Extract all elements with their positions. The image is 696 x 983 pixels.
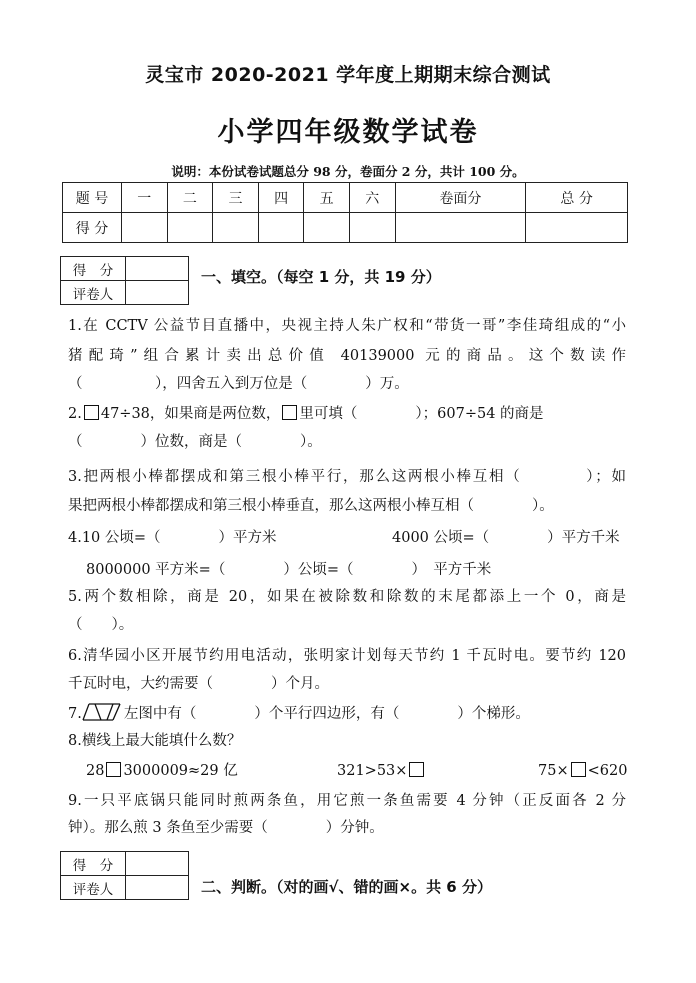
question-8a-prefix: 28 (86, 763, 105, 779)
score-cell (349, 213, 395, 243)
score-table (62, 182, 628, 243)
question-2-line-2: （ ）位数，商是（ ）。 (68, 434, 322, 450)
exam-note: 说明：本份试卷试题总分 98 分，卷面分 2 分，共计 100 分。 (171, 164, 525, 179)
score-cell (304, 213, 350, 243)
blank-square-icon (106, 762, 121, 777)
header-cell: 卷面分 (395, 183, 526, 213)
blank-square-icon (84, 405, 99, 420)
question-1-line-1: 1.在 CCTV 公益节目直播中，央视主持人朱广权和“带货一哥”李佳琦组成的“小 (68, 318, 626, 334)
grader-reviewer-label: 评卷人 (61, 876, 126, 900)
question-7-text: 左图中有（ ）个平行四边形，有（ ）个梯形。 (123, 706, 530, 722)
question-1-line-3: （ ），四舍五入到万位是（ ）万。 (68, 376, 409, 392)
question-8-part-a (86, 761, 238, 781)
question-8-part-c (538, 761, 627, 781)
header-cell: 五 (304, 183, 350, 213)
grader-reviewer-cell (126, 876, 189, 900)
question-1-line-2: 猪配琦”组合累计卖出总价值 40139000 元的商品。这个数读作 (68, 348, 626, 364)
question-2-number: 2. (68, 406, 82, 422)
question-3-line-1: 3.把两根小棒都摆成和第三根小棒平行，那么这两根小棒互相（ ）；如 (68, 469, 626, 485)
grader-score-cell (126, 852, 189, 876)
question-8b-text: 321>53× (337, 763, 408, 779)
grader-reviewer-cell (126, 281, 189, 305)
score-table-score-row (63, 213, 628, 243)
header-cell: 二 (167, 183, 213, 213)
question-2-line-1 (68, 404, 544, 424)
blank-square-icon (409, 762, 424, 777)
parallelogram-trapezoid-figure-icon (82, 703, 122, 721)
grader-score-cell (126, 257, 189, 281)
question-8c-text: <620 (587, 763, 628, 779)
header-cell: 四 (258, 183, 304, 213)
header-cell: 三 (213, 183, 259, 213)
score-table-header-row (63, 183, 628, 213)
question-7-line (68, 703, 530, 724)
score-cell (395, 213, 526, 243)
grader-score-label: 得 分 (61, 852, 126, 876)
question-9-line-1: 9.一只平底锅只能同时煎两条鱼，用它煎一条鱼需要 4 分钟（正反面各 2 分 (68, 793, 626, 809)
header-cell: 六 (349, 183, 395, 213)
question-4-part-b: 4000 公顷=（ ）平方千米 (392, 530, 620, 546)
question-8-part-b (337, 761, 426, 781)
question-8c-prefix: 75× (538, 763, 569, 779)
exam-header-title: 灵宝市 2020-2021 学年度上期期末综合测试 (145, 64, 551, 86)
score-row-label: 得 分 (63, 213, 122, 243)
header-cell: 总 分 (526, 183, 628, 213)
header-cell: 一 (122, 183, 168, 213)
score-cell (526, 213, 628, 243)
section-2-heading: 二、判断。（对的画√、错的画×。共 6 分） (201, 878, 492, 896)
question-5-line-2: （ ）。 (68, 617, 134, 633)
grader-reviewer-label: 评卷人 (61, 281, 126, 305)
score-cell (167, 213, 213, 243)
question-7-number: 7. (68, 706, 82, 722)
question-5-line-1: 5.两个数相除，商是 20，如果在被除数和除数的末尾都添上一个 0，商是 (68, 589, 626, 605)
question-6-line-2: 千瓦时电，大约需要（ ）个月。 (68, 676, 329, 692)
blank-square-icon (282, 405, 297, 420)
score-cell (258, 213, 304, 243)
blank-square-icon (571, 762, 586, 777)
question-8a-text: 3000009≈29 亿 (123, 763, 238, 779)
question-2-text-a: 47÷38，如果商是两位数， (100, 406, 281, 422)
question-6-line-1: 6.清华园小区开展节约用电活动，张明家计划每天节约 1 千瓦时电。要节约 120 (68, 648, 626, 664)
question-3-line-2: 果把两根小棒都摆成和第三根小棒垂直，那么这两根小棒互相（ ）。 (68, 498, 554, 514)
question-4-part-a: 4.10 公顷=（ ）平方米 (68, 530, 277, 546)
question-9-line-2: 钟）。那么煎 3 条鱼至少需要（ ）分钟。 (68, 820, 384, 836)
exam-subtitle: 小学四年级数学试卷 (217, 117, 479, 148)
grader-box-2 (60, 851, 189, 900)
header-cell: 题 号 (63, 183, 122, 213)
grader-box-1 (60, 256, 189, 305)
grader-score-label: 得 分 (61, 257, 126, 281)
question-2-text-b: 里可填（ ）；607÷54 的商是 (299, 406, 544, 422)
question-8-line-1: 8.横线上最大能填什么数？ (68, 733, 242, 749)
score-cell (213, 213, 259, 243)
question-4-line-2: 8000000 平方米=（ ）公顷=（ ） 平方千米 (86, 562, 492, 578)
score-cell (122, 213, 168, 243)
section-1-heading: 一、填空。（每空 1 分，共 19 分） (201, 268, 441, 286)
